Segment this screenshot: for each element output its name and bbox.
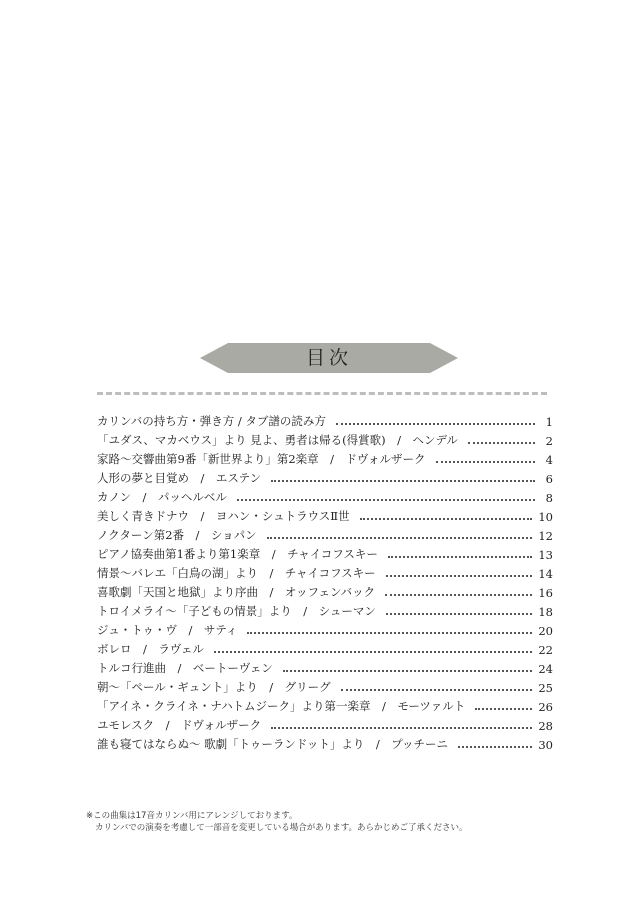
toc-entry-page: 14 (538, 567, 553, 581)
toc-entry-title: ノクターン第2番 / ショパン (97, 528, 257, 542)
toc-entry-page: 4 (545, 453, 553, 467)
toc-entry[interactable] (97, 486, 553, 505)
toc-entry-page: 22 (538, 643, 553, 657)
toc-entry[interactable] (97, 676, 553, 695)
toc-entry-title: 美しく青きドナウ / ヨハン・シュトラウスⅡ世 (97, 509, 350, 523)
toc-entry-page: 2 (545, 434, 553, 448)
toc-entry-title: ユモレスク / ドヴォルザーク (97, 718, 262, 732)
dot-leader (267, 537, 533, 539)
dot-leader (468, 442, 535, 444)
toc-entry-title: 情景〜バレエ「白鳥の湖」より / チャイコフスキー (97, 566, 376, 580)
toc-entry-title: 誰も寝てはならぬ〜 歌劇「トゥーランドット」より / プッチーニ (97, 737, 448, 751)
toc-heading: 目次 (305, 347, 352, 369)
dot-leader (214, 651, 532, 653)
toc-entry[interactable] (97, 543, 553, 562)
toc-entry[interactable] (97, 600, 553, 619)
toc-entry-page: 25 (538, 681, 553, 695)
dot-leader (271, 727, 532, 729)
dot-leader (388, 556, 533, 558)
toc-entry-title: カリンバの持ち方・弾き方 / タブ譜の読み方 (97, 414, 326, 428)
toc-entry[interactable] (97, 638, 553, 657)
toc-entry-page: 6 (545, 472, 553, 486)
dot-leader (385, 594, 532, 596)
dot-leader (247, 632, 532, 634)
footnote-line-1: ※この曲集は17音カリンバ用にアレンジしております。 (86, 811, 298, 821)
footnote-line-2: カリンバでの演奏を考慮して一部音を変更している場合があります。あらかじめご了承ください。 (95, 823, 468, 833)
toc-entry-page: 20 (538, 624, 553, 638)
toc-entry-title: 人形の夢と目覚め / エステン (97, 471, 262, 485)
toc-entry[interactable] (97, 448, 553, 467)
dot-leader (458, 746, 532, 748)
toc-entry-page: 26 (538, 700, 553, 714)
toc-entry-title: 「アイネ・クライネ・ナハトムジーク」より第一楽章 / モーツァルト (97, 699, 466, 713)
toc-entry-page: 18 (538, 605, 553, 619)
toc-entry-title: 喜歌劇「天国と地獄」より序曲 / オッフェンバック (97, 585, 376, 599)
toc-entry[interactable] (97, 657, 553, 676)
toc-entry[interactable] (97, 581, 553, 600)
toc-entry-page: 1 (545, 415, 553, 429)
footnote (86, 810, 468, 834)
toc-entry[interactable] (97, 429, 553, 448)
toc-entry[interactable] (97, 524, 553, 543)
toc-entry[interactable] (97, 619, 553, 638)
toc-entry-page: 10 (538, 510, 553, 524)
toc-entry[interactable] (97, 695, 553, 714)
dot-leader (360, 518, 533, 520)
toc-entry-page: 8 (545, 491, 553, 505)
dot-leader (341, 689, 533, 691)
toc-entry-page: 13 (538, 548, 553, 562)
toc-entry[interactable] (97, 505, 553, 524)
toc-entry-page: 16 (538, 586, 553, 600)
toc-entry-title: カノン / パッヘルベル (97, 490, 227, 504)
toc-heading-banner (200, 343, 458, 373)
toc-entry[interactable] (97, 733, 553, 752)
toc-entry-title: トルコ行進曲 / ベートーヴェン (97, 661, 273, 675)
dot-leader (283, 670, 532, 672)
dot-leader (336, 423, 535, 425)
toc-entry-title: ボレロ / ラヴェル (97, 642, 204, 656)
toc-entry[interactable] (97, 714, 553, 733)
table-of-contents (97, 410, 553, 752)
toc-entry-page: 12 (538, 529, 553, 543)
toc-entry-title: 「ユダス、マカベウス」より 見よ、勇者は帰る(得賞歌) / ヘンデル (97, 433, 458, 447)
dashed-divider (97, 392, 547, 395)
dot-leader (475, 708, 532, 710)
toc-entry[interactable] (97, 562, 553, 581)
toc-entry-title: ピアノ協奏曲第1番より第1楽章 / チャイコフスキー (97, 547, 378, 561)
toc-entry-title: 朝〜「ペール・ギュント」より / グリーグ (97, 680, 331, 694)
toc-entry-title: ジュ・トゥ・ヴ / サティ (97, 623, 238, 637)
dot-leader (271, 480, 535, 482)
toc-entry-title: 家路〜交響曲第9番「新世界より」第2楽章 / ドヴォルザーク (97, 452, 426, 466)
toc-entry-page: 28 (538, 719, 553, 733)
dot-leader (237, 499, 535, 501)
toc-entry[interactable] (97, 410, 553, 429)
toc-entry-page: 24 (538, 662, 553, 676)
dot-leader (436, 461, 535, 463)
toc-entry[interactable] (97, 467, 553, 486)
dot-leader (386, 613, 533, 615)
toc-entry-page: 30 (538, 738, 553, 752)
toc-entry-title: トロイメライ〜「子どもの情景」より / シューマン (97, 604, 376, 618)
dot-leader (386, 575, 533, 577)
